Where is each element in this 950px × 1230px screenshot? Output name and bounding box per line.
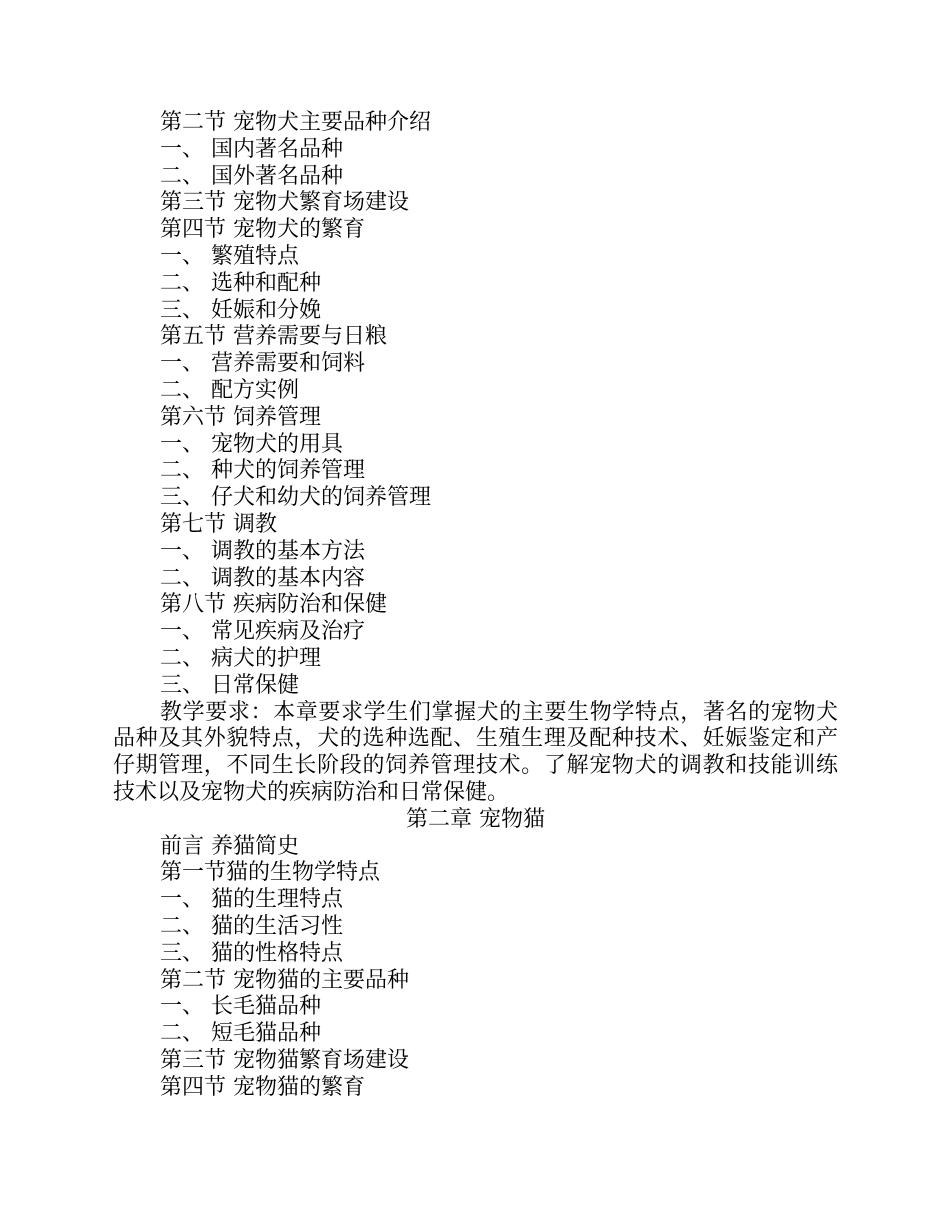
toc-line: 一、 营养需要和饲料 xyxy=(160,351,365,377)
toc-line: 一、 长毛猫品种 xyxy=(160,994,321,1020)
toc-line: 第七节 调教 xyxy=(160,511,277,537)
toc-line: 一、 常见疾病及治疗 xyxy=(160,619,365,645)
toc-line: 一、 调教的基本方法 xyxy=(160,538,365,564)
toc-line: 一、 猫的生理特点 xyxy=(160,887,343,913)
toc-line: 一、 繁殖特点 xyxy=(160,243,299,269)
toc-line: 第六节 饲养管理 xyxy=(160,404,321,430)
toc-line: 二、 调教的基本内容 xyxy=(160,565,365,591)
toc-line: 二、 国外著名品种 xyxy=(160,163,343,189)
toc-line: 第二节 宠物犬主要品种介绍 xyxy=(160,110,431,135)
toc-line: 一、 国内著名品种 xyxy=(160,136,343,162)
toc-line: 第五节 营养需要与日粮 xyxy=(160,324,387,350)
toc-line: 三、 妊娠和分娩 xyxy=(160,297,321,323)
toc-line: 第八节 疾病防治和保健 xyxy=(160,592,387,618)
toc-line: 二、 猫的生活习性 xyxy=(160,913,343,939)
toc-line: 前言 养猫简史 xyxy=(160,833,299,859)
teaching-requirement-paragraph: 教学要求：本章要求学生们掌握犬的主要生物学特点，著名的宠物犬品种及其外貌特点，犬的选种选配、生殖生理及配种技术、妊娠鉴定和产仔期管理，不同生长阶段的饲养管理技术。了解宠物犬的调教和技能训练技术以及宠物犬的疾病防治和日常保健。 xyxy=(113,699,838,805)
toc-line: 二、 病犬的护理 xyxy=(160,645,321,671)
toc-line: 二、 种犬的饲养管理 xyxy=(160,458,365,484)
toc-line: 一、 宠物犬的用具 xyxy=(160,431,343,457)
toc-line: 第四节 宠物猫的繁育 xyxy=(160,1074,365,1100)
toc-line: 二、 配方实例 xyxy=(160,377,299,403)
toc-line: 第三节 宠物猫繁育场建设 xyxy=(160,1047,409,1073)
chapter-title: 第二章 宠物猫 xyxy=(406,806,545,832)
toc-line: 第二节 宠物猫的主要品种 xyxy=(160,967,409,993)
toc-line: 二、 短毛猫品种 xyxy=(160,1021,321,1047)
toc-line: 第三节 宠物犬繁育场建设 xyxy=(160,190,409,216)
toc-line: 三、 猫的性格特点 xyxy=(160,940,343,966)
toc-line: 三、 仔犬和幼犬的饲养管理 xyxy=(160,485,431,511)
toc-line: 第四节 宠物犬的繁育 xyxy=(160,217,365,243)
document-body xyxy=(113,110,838,1101)
toc-line: 三、 日常保健 xyxy=(160,672,299,698)
toc-line: 第一节猫的生物学特点 xyxy=(160,860,381,886)
toc-line: 二、 选种和配种 xyxy=(160,270,321,296)
